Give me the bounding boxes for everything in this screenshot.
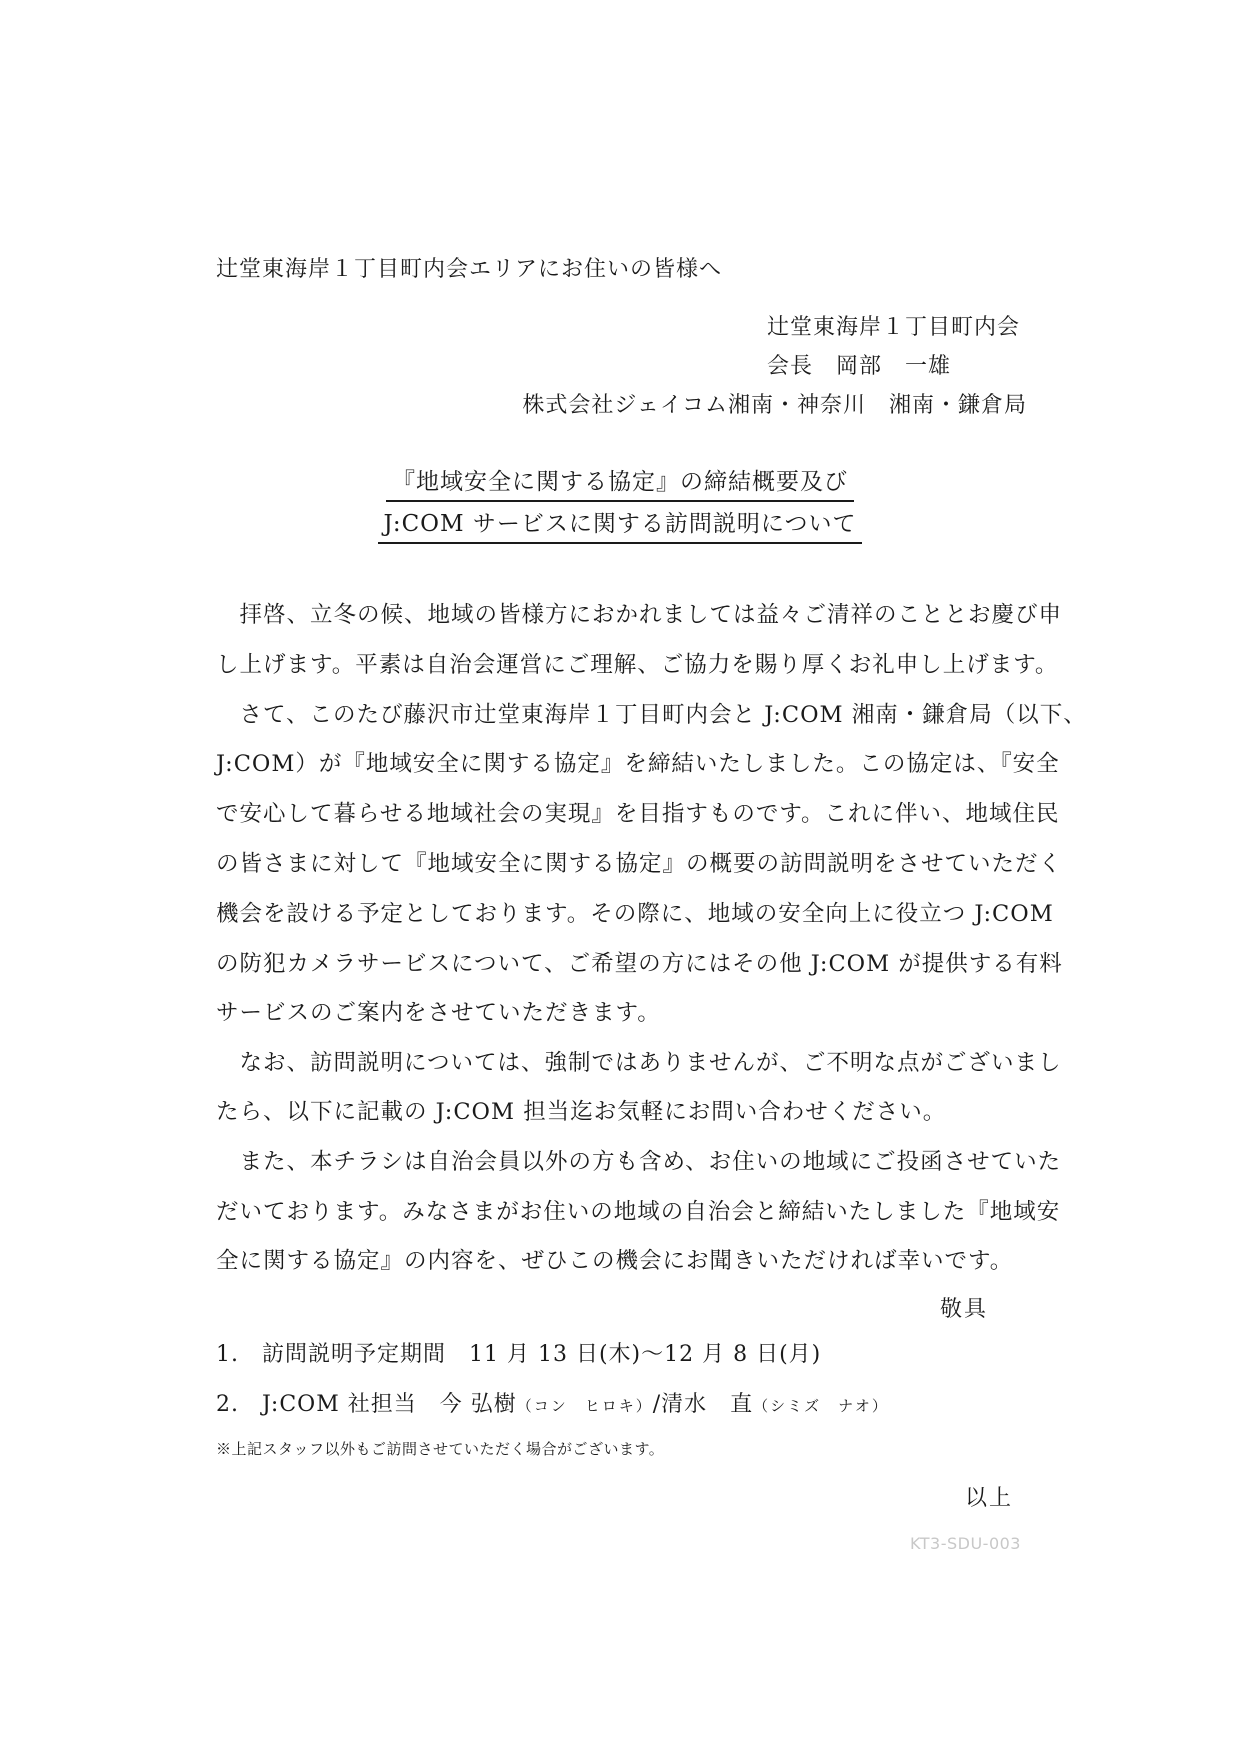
body-line: の防犯カメラサービスについて、ご希望の方にはその他 J:COM が提供する有料 [216, 951, 1063, 977]
addressee-line: 辻堂東海岸１丁目町内会エリアにお住いの皆様へ [216, 257, 723, 282]
visit-period-item: 1. 訪問説明予定期間 11 月 13 日(木)～12 月 8 日(月) [216, 1342, 822, 1367]
staff-middle: /清水 直 [652, 1392, 754, 1417]
document-title-line-1 [0, 463, 1240, 496]
staff-contact-item [216, 1387, 889, 1418]
body-line: だいております。みなさまがお住いの地域の自治会と締結いたしました『地域安 [216, 1199, 1061, 1225]
sender-company: 株式会社ジェイコム湘南・神奈川 湘南・鎌倉局 [522, 393, 1027, 418]
staff-kana-1: （コン ヒロキ） [516, 1397, 653, 1415]
body-line: たら、以下に記載の J:COM 担当迄お気軽にお問い合わせください。 [216, 1099, 947, 1125]
document-title-line-2 [0, 505, 1240, 538]
body-line: サービスのご案内をさせていただきます。 [216, 1000, 661, 1026]
body-line: なお、訪問説明については、強制ではありませんが、ご不明な点がございまし [216, 1050, 1062, 1076]
body-line: の皆さまに対して『地域安全に関する協定』の概要の訪問説明をさせていただく [216, 851, 1063, 877]
title-line-1-text: 『地域安全に関する協定』の締結概要及び [386, 469, 854, 502]
staff-kana-2: （シミズ ナオ） [753, 1397, 889, 1415]
body-line: 拝啓、立冬の候、地域の皆様方におかれましては益々ご清祥のこととお慶び申 [216, 602, 1063, 628]
body-line: J:COM）が『地域安全に関する協定』を締結いたしました。この協定は、『安全 [216, 751, 1060, 777]
body-line: さて、このたび藤沢市辻堂東海岸１丁目町内会と J:COM 湘南・鎌倉局（以下、 [216, 702, 1087, 728]
closing-keigu: 敬具 [940, 1297, 989, 1322]
body-line: で安心して暮らせる地域社会の実現』を目指すものです。これに伴い、地域住民 [216, 801, 1060, 827]
sender-president: 会長 岡部 一雄 [767, 354, 952, 379]
body-line: 機会を設ける予定としております。その際に、地域の安全向上に役立つ J:COM [216, 901, 1054, 927]
title-line-2-text: J:COM サービスに関する訪問説明について [378, 511, 863, 544]
sender-organization: 辻堂東海岸１丁目町内会 [767, 315, 1021, 340]
staff-prefix: 2. J:COM 社担当 今 弘樹 [216, 1392, 517, 1417]
end-mark: 以上 [965, 1486, 1014, 1511]
body-line: また、本チラシは自治会員以外の方も含め、お住いの地域にご投函させていた [216, 1149, 1062, 1175]
staff-note: ※上記スタッフ以外もご訪問させていただく場合がございます。 [216, 1440, 665, 1458]
body-line: し上げます。平素は自治会運営にご理解、ご協力を賜り厚くお礼申し上げます。 [216, 652, 1059, 678]
body-line: 全に関する協定』の内容を、ぜひこの機会にお聞きいただければ幸いです。 [216, 1248, 1014, 1274]
document-code: KT3-SDU-003 [910, 1534, 1021, 1553]
